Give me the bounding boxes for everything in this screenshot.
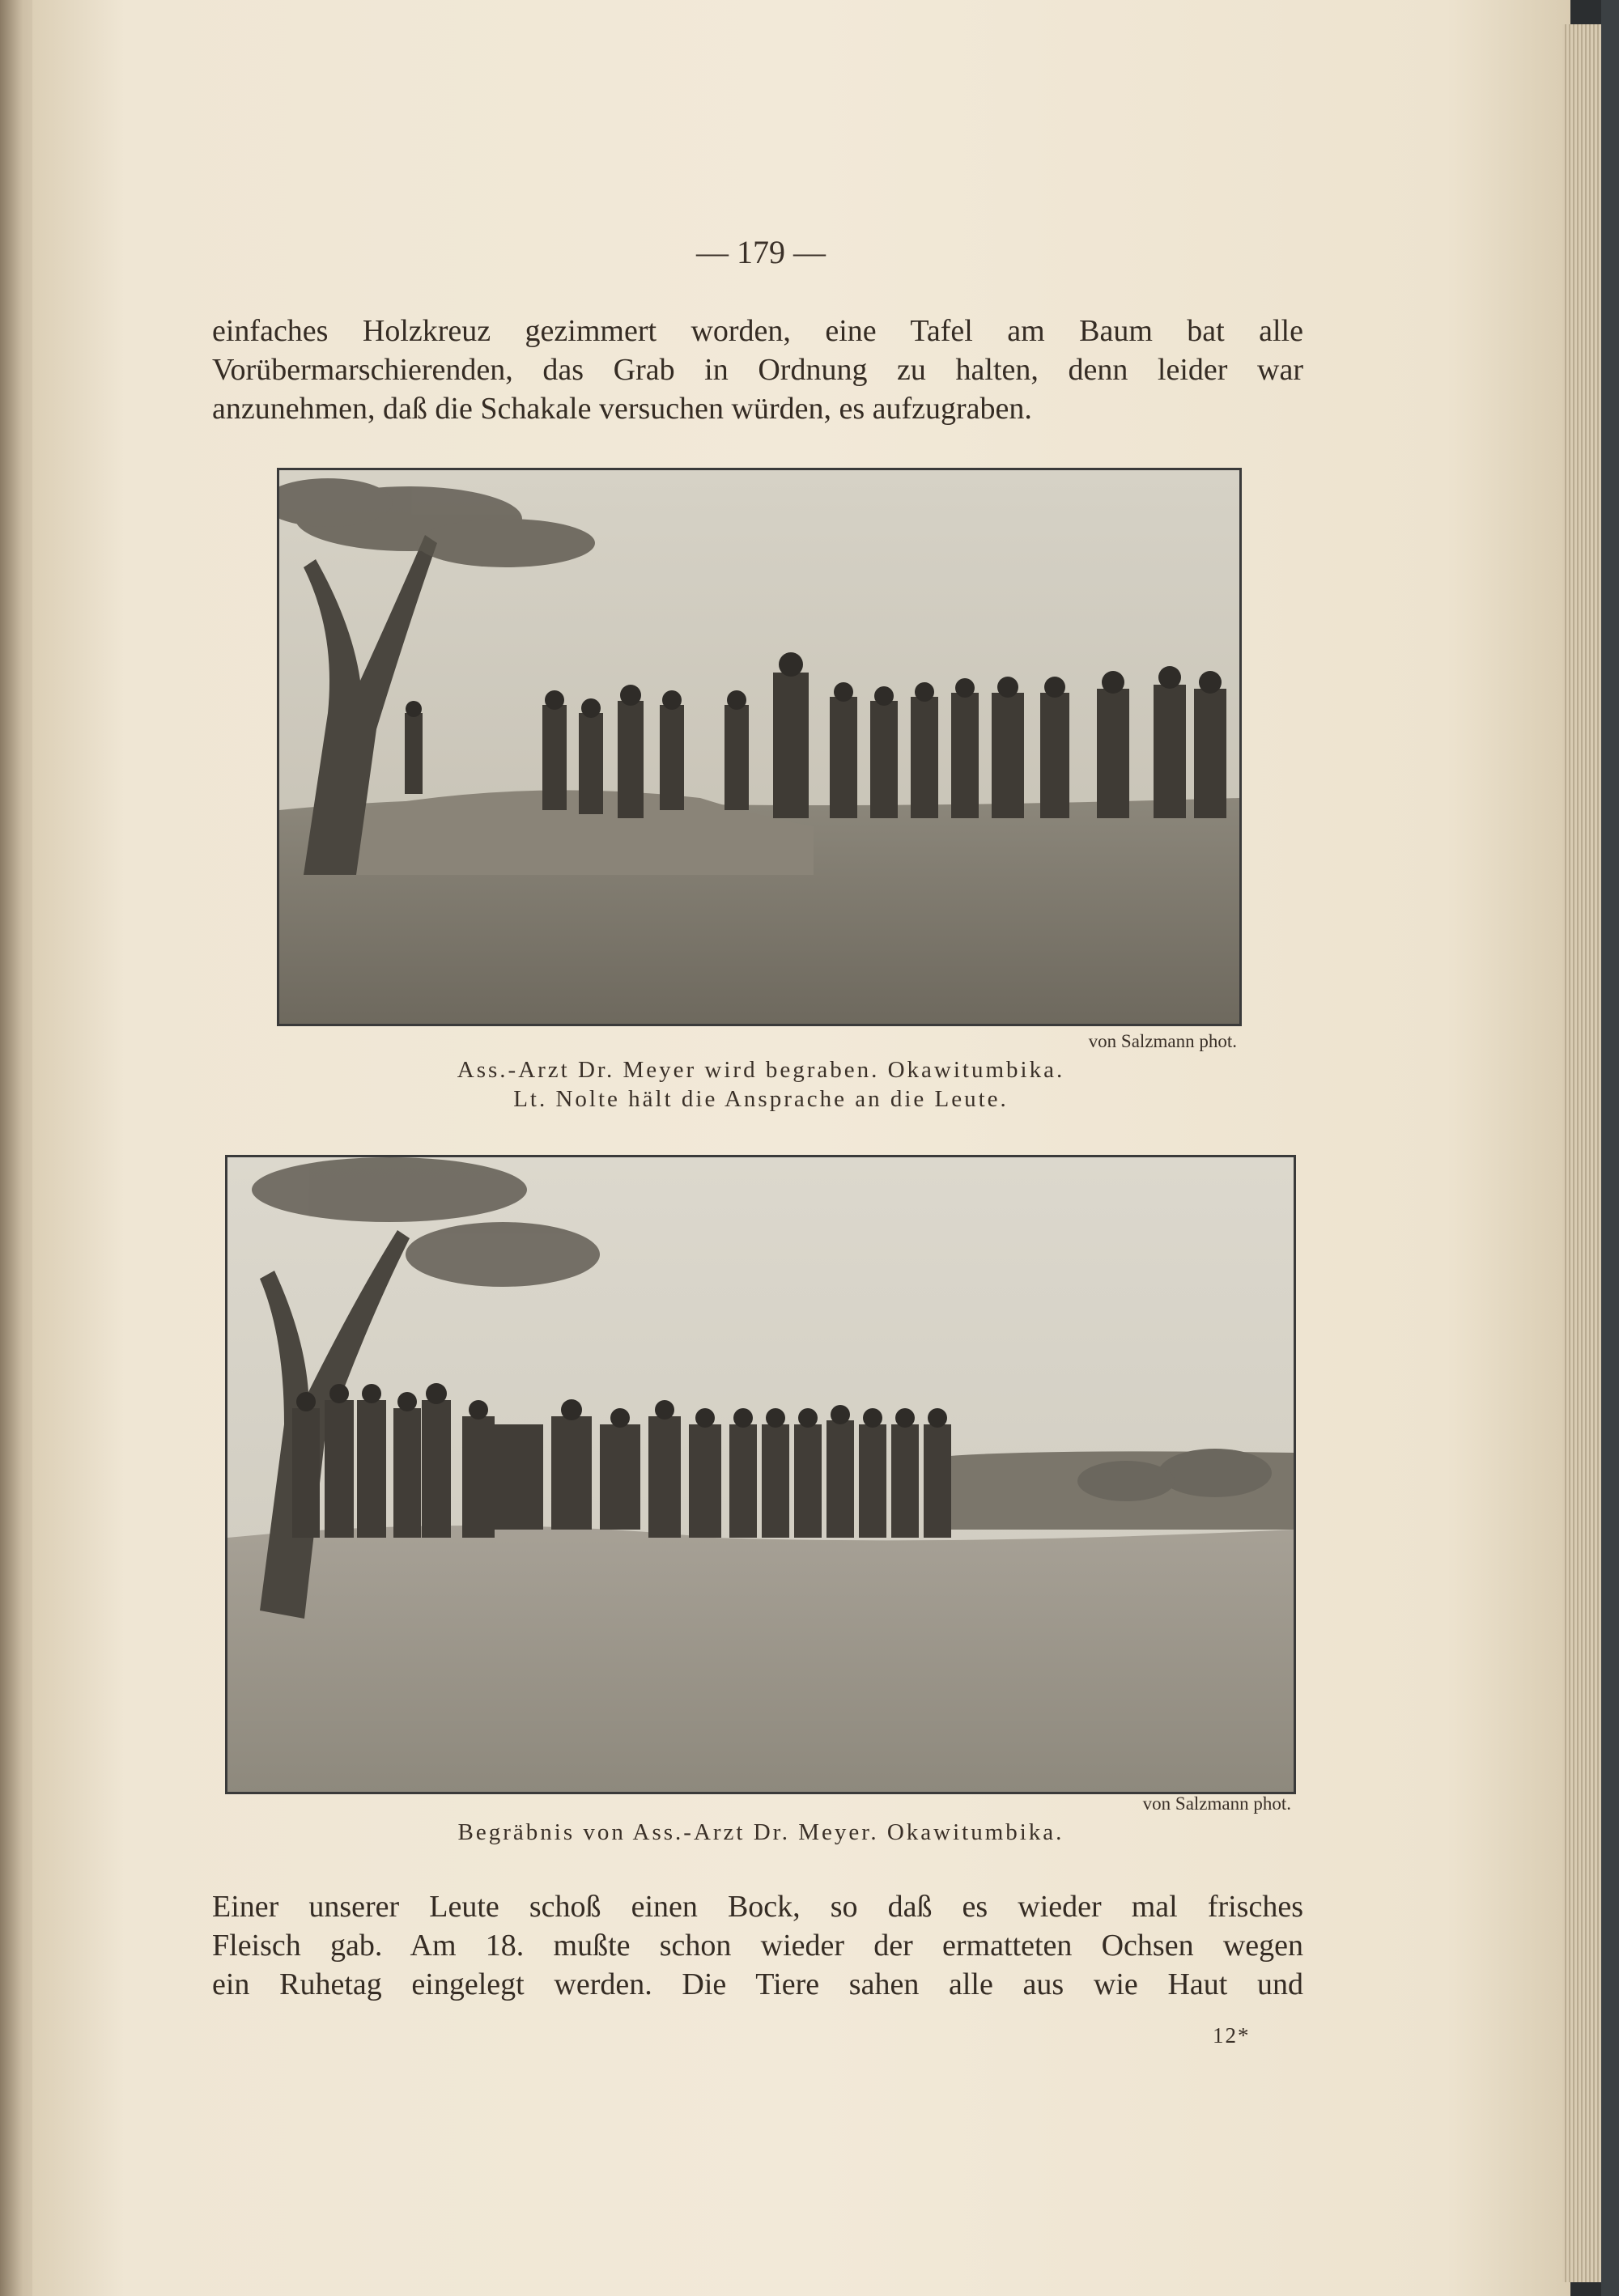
paragraph-top [212,312,1303,428]
page-number: — 179 — [696,234,826,270]
text-line: anzunehmen, daß die Schakale versuchen würden, es aufzugraben. [212,392,1032,426]
text-line: Fleisch gab. Am 18. mußte schon wieder der ermatteten Ochsen wegen [212,1929,1303,1963]
caption-line: Ass.-Arzt Dr. Meyer wird begraben. Okawitumbika. [457,1057,1065,1083]
text-line: Vorübermarschierenden, das Grab in Ordnung zu halten, denn leider war [212,353,1303,387]
photo-burial-speech [277,468,1242,1026]
text-line: ein Ruhetag eingelegt werden. Die Tiere sahen alle aus wie Haut und [212,1967,1303,2001]
photo-credit: von Salzmann phot. [1142,1793,1291,1814]
text-line: einfaches Holzkreuz gezimmert worden, eine Tafel am Baum bat alle [212,314,1303,348]
signature-mark: 12* [1213,2023,1251,2048]
figure-caption [0,1055,1522,1114]
page-edges [1562,24,1603,2282]
photo-burial-group [225,1155,1296,1794]
figure-caption: Begräbnis von Ass.-Arzt Dr. Meyer. Okawitumbika. [457,1819,1064,1845]
book-cover-right [1601,0,1619,2296]
caption-line: Lt. Nolte hält die Ansprache an die Leute. [513,1086,1009,1112]
text-line: Einer unserer Leute schoß einen Bock, so daß es wieder mal frisches [212,1890,1303,1924]
photo-credit: von Salzmann phot. [1088,1031,1237,1051]
paragraph-bottom [212,1887,1303,2004]
